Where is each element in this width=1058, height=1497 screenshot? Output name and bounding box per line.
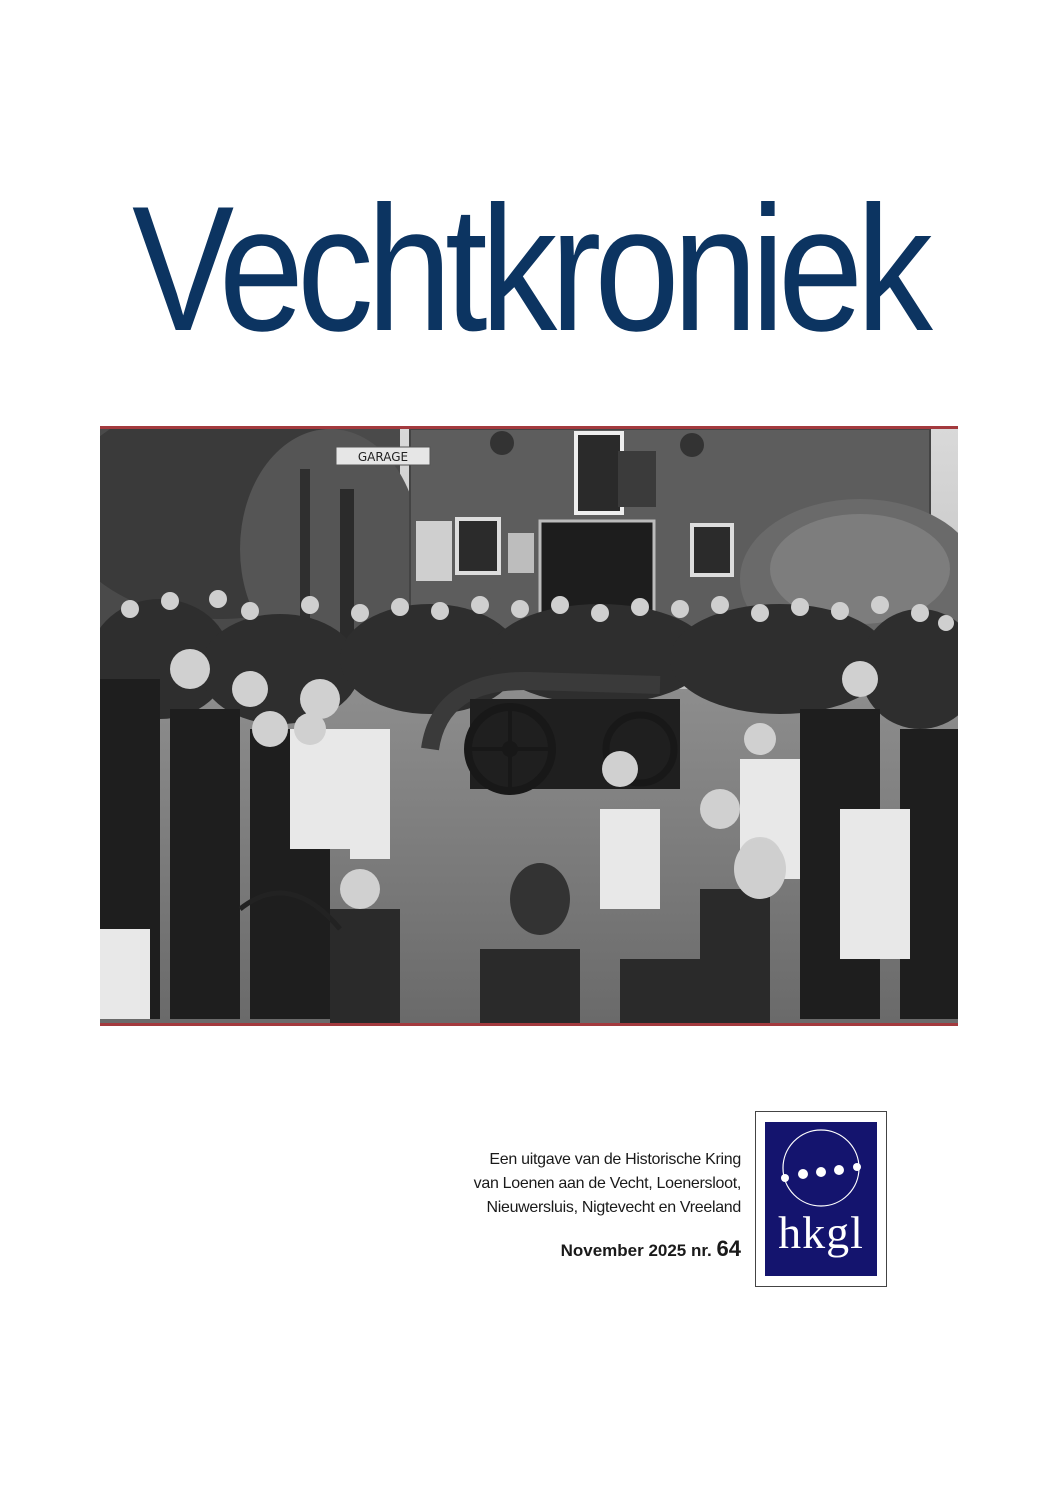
cover-photo-illustration xyxy=(100,429,958,1023)
issue-number: 64 xyxy=(716,1236,741,1261)
issue-line xyxy=(380,1236,741,1262)
issue-date: November 2025 nr. xyxy=(560,1241,712,1260)
logo-text: hkgl xyxy=(778,1207,864,1258)
page-title: Vechtkroniek xyxy=(132,169,926,368)
logo-background xyxy=(765,1122,877,1276)
garage-sign: GARAGE xyxy=(357,450,409,464)
imprint-line-2: van Loenen aan de Vecht, Loenersloot, xyxy=(473,1175,741,1192)
imprint-line-3: Nieuwersluis, Nigtevecht en Vreeland xyxy=(486,1199,741,1216)
imprint-line-1: Een uitgave van de Historische Kring xyxy=(489,1151,741,1168)
hkgl-logo xyxy=(755,1111,887,1287)
publisher-imprint xyxy=(380,1148,741,1220)
cover-photo xyxy=(100,426,958,1026)
